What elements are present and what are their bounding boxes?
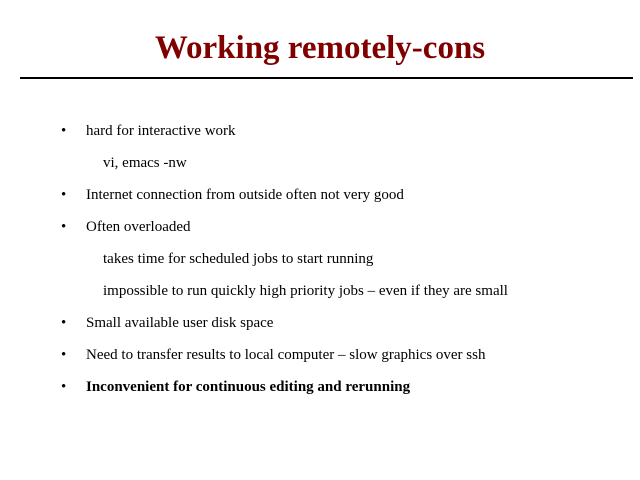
- bullet-icon: •: [61, 347, 67, 363]
- bullet-item: hard for interactive work: [86, 123, 236, 139]
- sub-item: vi, emacs -nw: [103, 155, 187, 171]
- bullet-item: Need to transfer results to local computer – slow graphics over ssh: [86, 347, 486, 363]
- bullet-item-emphasized: Inconvenient for continuous editing and rerunning: [86, 379, 411, 395]
- bullet-item: Internet connection from outside often not very good: [86, 187, 404, 203]
- bullet-icon: •: [61, 123, 67, 139]
- slide-title: Working remotely-cons: [154, 30, 486, 66]
- bullet-item: Often overloaded: [86, 219, 191, 235]
- sub-item: takes time for scheduled jobs to start running: [103, 251, 374, 267]
- bullet-icon: •: [61, 315, 67, 331]
- bullet-icon: •: [61, 219, 67, 235]
- bullet-item: Small available user disk space: [86, 315, 274, 331]
- bullet-icon: •: [61, 379, 67, 395]
- bullet-icon: •: [61, 187, 67, 203]
- sub-item: impossible to run quickly high priority jobs – even if they are small: [103, 283, 508, 299]
